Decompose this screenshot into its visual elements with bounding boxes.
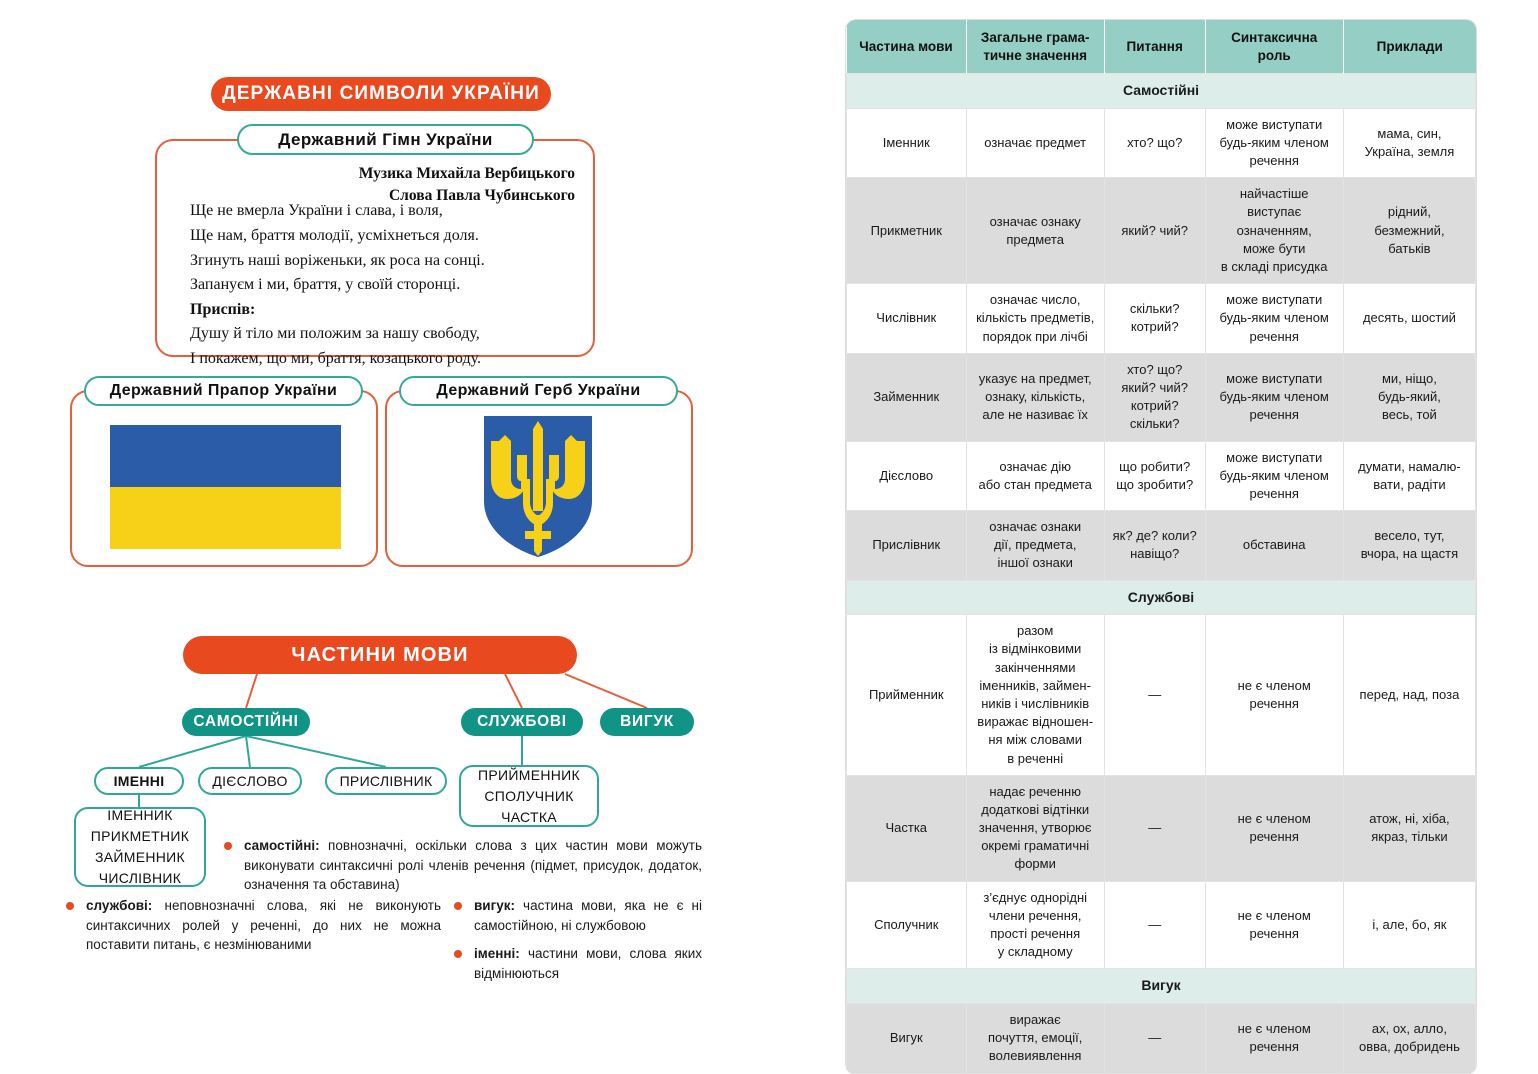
table-cell-meaning: виражає почуття, емоції, волевиявлення [966,1004,1104,1074]
table-row [847,178,1476,284]
flag-yellow-stripe [110,487,341,549]
table-cell-question: як? де? коли? навіщо? [1104,511,1205,581]
table-cell-meaning: з’єднує однорідні члени речення, прості речення у складному [966,881,1104,969]
table-cell-examples: і, але, бо, як [1343,881,1475,969]
table-cell-meaning: означає ознаку предмета [966,178,1104,284]
flag-box [70,390,378,567]
table-section-label: Вигук [847,969,1476,1004]
sluzhbovi-list-item: ЧАСТКА [501,808,557,825]
table-cell-meaning: означає ознаки дії, предмета, іншої ознаки [966,511,1104,581]
table-cell-part: Дієслово [847,441,967,511]
table-cell-examples: думати, намалю- вати, радіти [1343,441,1475,511]
table-cell-role: може виступати будь-яким членом речення [1205,108,1343,178]
anthem-credit-music: Музика Михайла Вербицького [358,165,575,182]
anthem-chorus-label: Приспів: [190,301,256,318]
note-term: службові: [86,898,153,913]
table-section-band [847,580,1476,615]
table-cell-examples: атож, ні, хіба, якраз, тільки [1343,775,1475,881]
table-cell-examples: перед, над, поза [1343,615,1475,776]
table-row [847,108,1476,178]
anthem-verse-line-2: Ще нам, браття молодії, усміхнеться доля. [190,226,479,244]
table-cell-role: не є членом речення [1205,615,1343,776]
parts-of-speech-table [846,20,1476,1074]
table-cell-role: може виступати будь-яким членом речення [1205,353,1343,441]
note-text: частина мови, яка не є ні самостійною, ні службовою [474,898,702,933]
imenni-list-item: ЗАЙМЕННИК [95,849,185,865]
table-cell-role: може виступати будь-яким членом речення [1205,284,1343,354]
ukraine-flag-icon [110,425,341,549]
table-section-band [847,74,1476,109]
table-cell-question: — [1104,881,1205,969]
table-cell-question: — [1104,615,1205,776]
flag-blue-stripe [110,425,341,487]
table-row [847,881,1476,969]
tree-node-sluzhbovi-list[interactable] [459,765,599,827]
anthem-chorus-line-1: Душу й тіло ми положим за нашу свободу, [190,325,480,342]
table-cell-meaning: означає предмет [966,108,1104,178]
table-cell-examples: рідний, безмежний, батьків [1343,178,1475,284]
note-term: самостійні: [244,838,320,853]
table-cell-meaning: указує на предмет, ознаку, кількість, але не називає їх [966,353,1104,441]
table-cell-question: що робити? що зробити? [1104,441,1205,511]
table-cell-part: Числівник [847,284,967,354]
state-symbols-and-parts-of-speech-panel [0,0,800,1000]
note-item [64,896,441,955]
state-symbols-title: ДЕРЖАВНІ СИМВОЛИ УКРАЇНИ [211,77,551,111]
table-cell-role: може виступати будь-яким членом речення [1205,441,1343,511]
anthem-box [155,139,595,367]
table-section-label: Самостійні [847,74,1476,109]
tree-node-pryslivnyk[interactable]: ПРИСЛІВНИК [325,767,447,795]
note-item [452,944,702,983]
table-cell-examples: мама, син, Україна, земля [1343,108,1475,178]
tree-node-vyhuk[interactable]: ВИГУК [600,708,694,736]
table-cell-part: Прийменник [847,615,967,776]
table-head [847,20,1476,74]
imenni-list-item: ПРИКМЕТНИК [90,828,190,844]
table-cell-examples: десять, шостий [1343,284,1475,354]
table-cell-question: — [1104,775,1205,881]
parts-of-speech-title: ЧАСТИНИ МОВИ [183,636,577,674]
tree-node-imenni-list[interactable] [74,807,206,887]
table-cell-question: — [1104,1004,1205,1074]
table-cell-question: який? чий? [1104,178,1205,284]
table-row [847,615,1476,776]
note-term: вигук: [474,898,515,913]
table-header-cell: Синтаксична роль [1205,20,1343,74]
table-cell-part: Вигук [847,1004,967,1074]
table-cell-meaning: разом із відмінковими закінченнями іменників, займен- ників і числівників виражає відношен- ня між словами в реченні [966,615,1104,776]
anthem-verse-line-4: Запануєм і ми, браття, у своїй сторонці. [190,276,461,294]
table-cell-question: скільки? котрий? [1104,284,1205,354]
tree-node-imenni[interactable]: ІМЕННІ [94,767,184,795]
table-cell-part: Сполучник [847,881,967,969]
table-header-row [847,20,1476,74]
imenni-list-item: ІМЕННИК [107,807,173,823]
imenni-list-item: ЧИСЛІВНИК [98,870,182,886]
table-row [847,1004,1476,1074]
table-cell-question: хто? що? [1104,108,1205,178]
note-text: неповнозначні слова, які не виконують синтаксичних ролей у реченні, до них не можна поставити питань, є незмінюваними [86,898,441,953]
table-row [847,511,1476,581]
table-cell-part: Частка [847,775,967,881]
table-cell-meaning: надає реченню додаткові відтінки значення, утворює окремі граматичні форми [966,775,1104,881]
table-header-cell: Загальне грама- тичне значення [966,20,1104,74]
table-section-label: Службові [847,580,1476,615]
table-cell-role: не є членом речення [1205,1004,1343,1074]
table-section-band [847,969,1476,1004]
table-row [847,353,1476,441]
ukraine-trident-emblem-icon [483,415,593,558]
anthem-credit-words: Слова Павла Чубинського [388,187,575,205]
anthem-verse-line-3: Згинуть наші воріженьки, як роса на сонці. [190,251,485,269]
note-text: повнозначні, оскільки слова з цих частин мови можуть виконувати синтаксичні ролі членів речення (підмет, присудок, додаток, означення та обставина) [244,838,702,893]
note-text: частини мови, слова яких відмінюються [474,946,702,981]
table-cell-part: Прикметник [847,178,967,284]
table-cell-meaning: означає дію або стан предмета [966,441,1104,511]
anthem-chorus [190,322,481,372]
table-cell-question: хто? що? який? чий? котрий? скільки? [1104,353,1205,441]
table-cell-role: найчастіше виступає означенням, може бути в складі присудка [1205,178,1343,284]
table-cell-examples: ах, ох, алло, овва, добридень [1343,1004,1475,1074]
sluzhbovi-list-item: ПРИЙМЕННИК [478,766,580,783]
table-cell-role: обставина [1205,511,1343,581]
emblem-label: Державний Герб України [399,376,678,406]
note-term: іменні: [474,946,520,962]
table-cell-part: Іменник [847,108,967,178]
table-row [847,284,1476,354]
table-cell-examples: весело, тут, вчора, на щастя [1343,511,1475,581]
anthem-chorus-line-2: І покажем, що ми, браття, козацького роду. [190,349,482,367]
sluzhbovi-list-item: СПОЛУЧНИК [484,787,574,804]
table-cell-meaning: означає число, кількість предметів, порядок при лічбі [966,284,1104,354]
table-header-cell: Питання [1104,20,1205,74]
tree-node-samostiyni[interactable]: САМОСТІЙНІ [182,708,310,736]
table-body [847,74,1476,1073]
note-block-sluzhbovi [64,896,441,964]
table-cell-examples: ми, ніщо, будь-який, весь, той [1343,353,1475,441]
anthem-verse [190,199,485,298]
table-cell-role: не є членом речення [1205,775,1343,881]
table-header-cell: Частина мови [847,20,967,74]
table-cell-part: Прислівник [847,511,967,581]
emblem-box [385,390,693,567]
table-row [847,441,1476,511]
anthem-verse-line-1: Ще не вмерла України і слава, і воля, [190,202,443,219]
note-block-vyhuk-imenni [452,896,702,992]
parts-of-speech-table-wrapper [846,20,1476,1074]
table-row [847,775,1476,881]
table-cell-part: Займенник [847,353,967,441]
flag-label: Державний Прапор України [84,376,363,406]
note-item [452,896,702,935]
anthem-label: Державний Гімн України [237,124,534,155]
tree-node-diyeslovo[interactable]: ДІЄСЛОВО [198,767,302,795]
table-cell-role: не є членом речення [1205,881,1343,969]
tree-node-sluzhbovi[interactable]: СЛУЖБОВІ [461,708,583,736]
table-header-cell: Приклади [1343,20,1475,74]
